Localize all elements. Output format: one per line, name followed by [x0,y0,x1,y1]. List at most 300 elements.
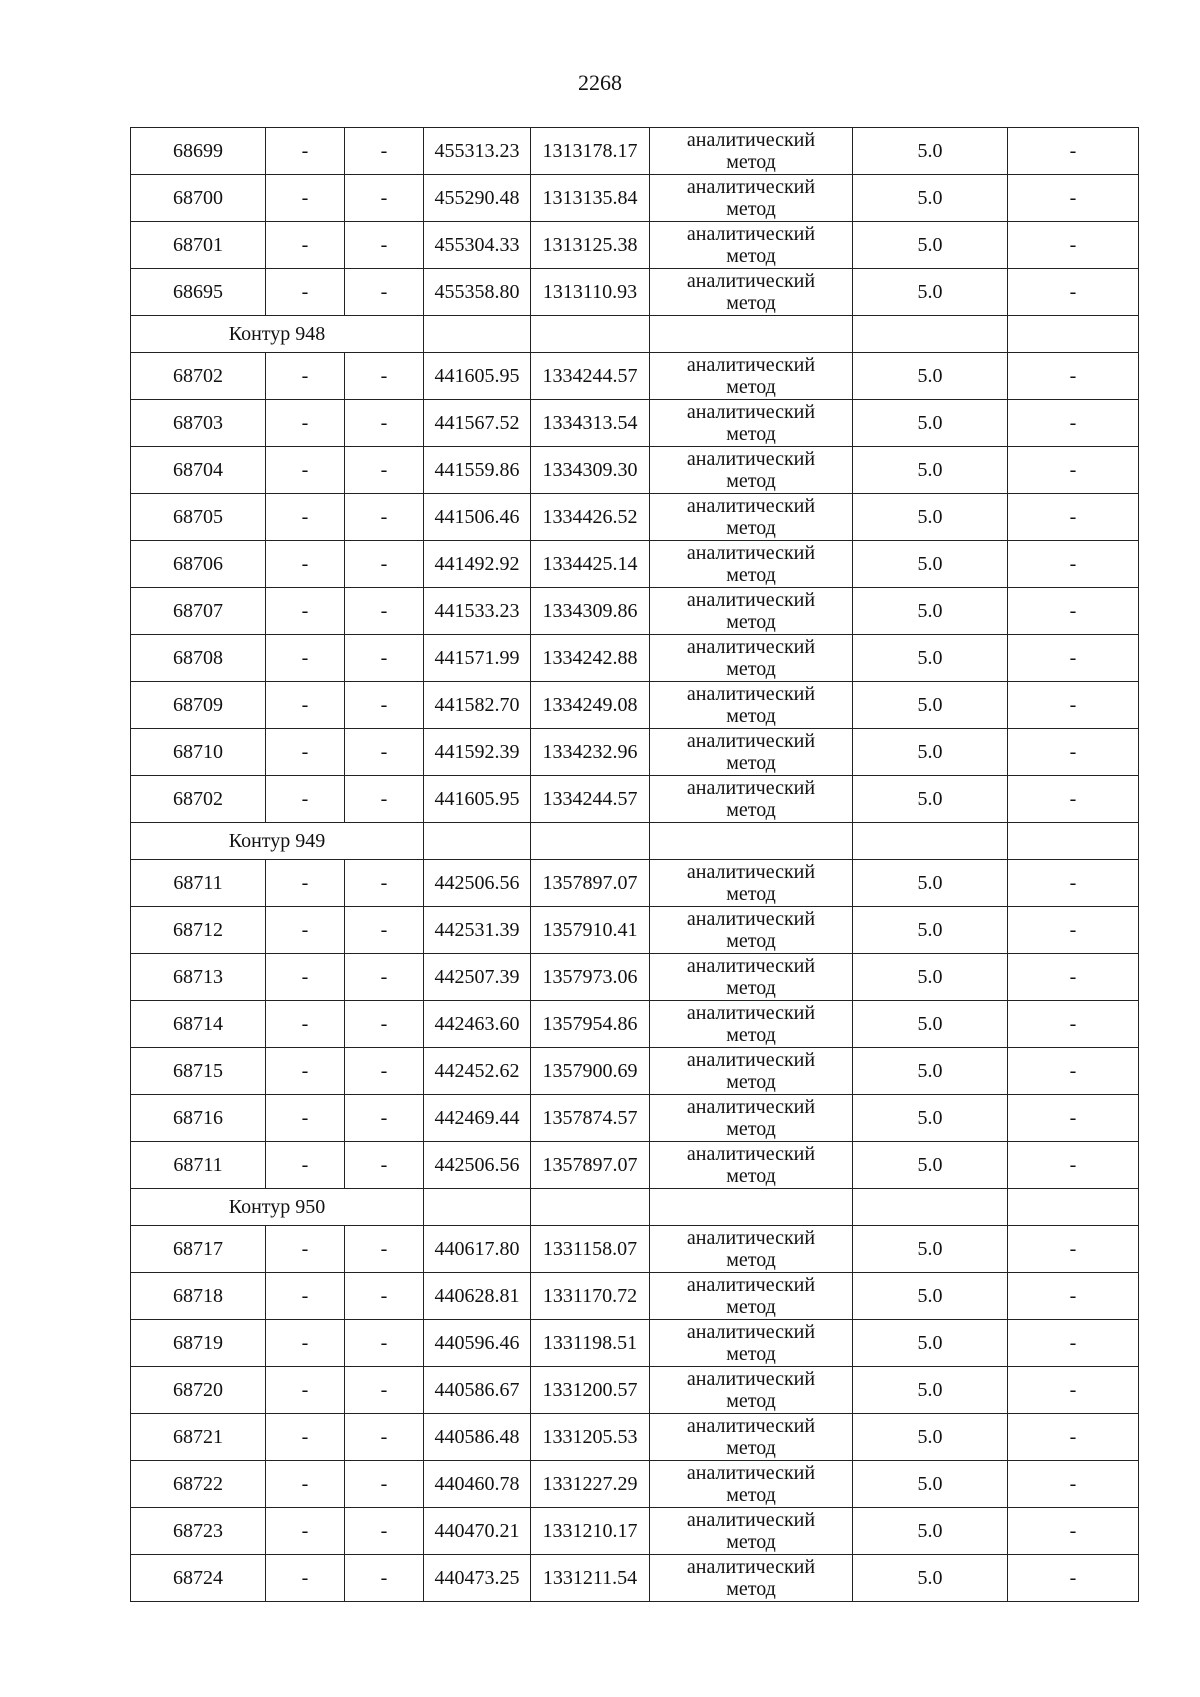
x-coordinate-cell: 440596.46 [424,1320,531,1367]
point-id-cell: 68711 [131,1142,266,1189]
y-coordinate-cell: 1357954.86 [531,1001,650,1048]
dash-cell: - [345,128,424,175]
method-cell [650,1320,853,1367]
dash-cell: - [1008,1273,1139,1320]
method-line-1: аналитический [686,354,816,376]
contour-label: Контур 948 [131,316,424,353]
dash-cell: - [345,1001,424,1048]
empty-cell [531,823,650,860]
y-coordinate-cell: 1334249.08 [531,682,650,729]
method-cell [650,1142,853,1189]
dash-cell: - [345,635,424,682]
dash-cell: - [1008,494,1139,541]
dash-cell: - [266,860,345,907]
y-coordinate-cell: 1313125.38 [531,222,650,269]
dash-cell: - [266,954,345,1001]
dash-cell: - [1008,400,1139,447]
method-line-2: метод [726,1437,776,1459]
point-row [131,860,1139,907]
dash-cell: - [1008,1367,1139,1414]
dash-cell: - [345,541,424,588]
method-line-2: метод [726,1390,776,1412]
y-coordinate-cell: 1331227.29 [531,1461,650,1508]
method-line-1: аналитический [686,1143,816,1165]
method-line-1: аналитический [686,861,816,883]
dash-cell: - [345,269,424,316]
point-id-cell: 68718 [131,1273,266,1320]
accuracy-cell: 5.0 [853,353,1008,400]
method-line-1: аналитический [686,401,816,423]
point-id-cell: 68703 [131,400,266,447]
method-line-2: метод [726,1165,776,1187]
dash-cell: - [266,588,345,635]
dash-cell: - [1008,353,1139,400]
dash-cell: - [266,1001,345,1048]
method-cell [650,494,853,541]
dash-cell: - [345,1414,424,1461]
contour-row [131,823,1139,860]
point-id-cell: 68713 [131,954,266,1001]
point-row [131,1508,1139,1555]
method-line-1: аналитический [686,683,816,705]
accuracy-cell: 5.0 [853,1367,1008,1414]
empty-cell [650,823,853,860]
method-line-2: метод [726,1343,776,1365]
x-coordinate-cell: 441582.70 [424,682,531,729]
dash-cell: - [1008,1414,1139,1461]
y-coordinate-cell: 1334426.52 [531,494,650,541]
page-number: 2268 [578,70,622,95]
point-row [131,729,1139,776]
method-cell [650,353,853,400]
method-line-2: метод [726,1531,776,1553]
dash-cell: - [345,907,424,954]
method-line-1: аналитический [686,176,816,198]
method-cell [650,1226,853,1273]
method-cell [650,907,853,954]
accuracy-cell: 5.0 [853,1001,1008,1048]
empty-cell [1008,1189,1139,1226]
method-line-2: метод [726,292,776,314]
method-line-1: аналитический [686,1368,816,1390]
x-coordinate-cell: 455304.33 [424,222,531,269]
point-id-cell: 68721 [131,1414,266,1461]
contour-row [131,1189,1139,1226]
x-coordinate-cell: 440628.81 [424,1273,531,1320]
dash-cell: - [266,907,345,954]
x-coordinate-cell: 440617.80 [424,1226,531,1273]
point-id-cell: 68702 [131,353,266,400]
accuracy-cell: 5.0 [853,729,1008,776]
coordinates-table [130,127,1139,1602]
dash-cell: - [266,1048,345,1095]
contour-label: Контур 950 [131,1189,424,1226]
method-line-1: аналитический [686,777,816,799]
method-line-1: аналитический [686,1556,816,1578]
dash-cell: - [266,635,345,682]
method-line-1: аналитический [686,1321,816,1343]
point-row [131,1273,1139,1320]
dash-cell: - [345,776,424,823]
x-coordinate-cell: 441567.52 [424,400,531,447]
dash-cell: - [345,1142,424,1189]
dash-cell: - [345,1048,424,1095]
point-row [131,128,1139,175]
point-row [131,682,1139,729]
point-row [131,1142,1139,1189]
point-id-cell: 68722 [131,1461,266,1508]
point-row [131,175,1139,222]
empty-cell [1008,316,1139,353]
point-id-cell: 68719 [131,1320,266,1367]
method-line-1: аналитический [686,542,816,564]
method-cell [650,1367,853,1414]
x-coordinate-cell: 455290.48 [424,175,531,222]
accuracy-cell: 5.0 [853,1508,1008,1555]
method-line-1: аналитический [686,1049,816,1071]
dash-cell: - [1008,635,1139,682]
method-line-1: аналитический [686,129,816,151]
point-id-cell: 68710 [131,729,266,776]
x-coordinate-cell: 442452.62 [424,1048,531,1095]
point-id-cell: 68701 [131,222,266,269]
dash-cell: - [266,1508,345,1555]
dash-cell: - [266,1367,345,1414]
dash-cell: - [1008,1142,1139,1189]
dash-cell: - [345,682,424,729]
accuracy-cell: 5.0 [853,494,1008,541]
point-id-cell: 68715 [131,1048,266,1095]
dash-cell: - [1008,1226,1139,1273]
point-id-cell: 68708 [131,635,266,682]
accuracy-cell: 5.0 [853,954,1008,1001]
dash-cell: - [345,400,424,447]
dash-cell: - [345,1273,424,1320]
dash-cell: - [1008,860,1139,907]
dash-cell: - [1008,729,1139,776]
contour-row [131,316,1139,353]
point-row [131,1048,1139,1095]
x-coordinate-cell: 442469.44 [424,1095,531,1142]
point-row [131,588,1139,635]
dash-cell: - [1008,588,1139,635]
dash-cell: - [345,1367,424,1414]
y-coordinate-cell: 1313135.84 [531,175,650,222]
point-row [131,269,1139,316]
x-coordinate-cell: 442531.39 [424,907,531,954]
dash-cell: - [266,776,345,823]
point-id-cell: 68700 [131,175,266,222]
dash-cell: - [266,447,345,494]
dash-cell: - [266,222,345,269]
method-line-2: метод [726,705,776,727]
point-id-cell: 68707 [131,588,266,635]
point-id-cell: 68705 [131,494,266,541]
x-coordinate-cell: 442506.56 [424,860,531,907]
method-line-2: метод [726,470,776,492]
method-line-1: аналитический [686,908,816,930]
method-line-2: метод [726,1118,776,1140]
dash-cell: - [345,1555,424,1602]
method-line-2: метод [726,517,776,539]
point-row [131,907,1139,954]
x-coordinate-cell: 441605.95 [424,353,531,400]
dash-cell: - [345,588,424,635]
empty-cell [853,823,1008,860]
empty-cell [531,316,650,353]
method-line-2: метод [726,1071,776,1093]
dash-cell: - [266,1095,345,1142]
method-cell [650,175,853,222]
accuracy-cell: 5.0 [853,1273,1008,1320]
dash-cell: - [266,400,345,447]
table-body [131,128,1139,1602]
method-cell [650,682,853,729]
y-coordinate-cell: 1334244.57 [531,776,650,823]
y-coordinate-cell: 1357900.69 [531,1048,650,1095]
dash-cell: - [266,494,345,541]
accuracy-cell: 5.0 [853,222,1008,269]
point-id-cell: 68724 [131,1555,266,1602]
dash-cell: - [1008,682,1139,729]
dash-cell: - [266,1414,345,1461]
method-line-1: аналитический [686,955,816,977]
point-id-cell: 68723 [131,1508,266,1555]
method-cell [650,1095,853,1142]
dash-cell: - [266,269,345,316]
method-cell [650,541,853,588]
method-line-2: метод [726,423,776,445]
point-row [131,776,1139,823]
y-coordinate-cell: 1331170.72 [531,1273,650,1320]
dash-cell: - [1008,447,1139,494]
dash-cell: - [345,1095,424,1142]
method-line-2: метод [726,1296,776,1318]
y-coordinate-cell: 1357874.57 [531,1095,650,1142]
point-id-cell: 68706 [131,541,266,588]
dash-cell: - [1008,541,1139,588]
method-line-2: метод [726,198,776,220]
x-coordinate-cell: 455313.23 [424,128,531,175]
empty-cell [1008,823,1139,860]
method-line-2: метод [726,376,776,398]
dash-cell: - [345,860,424,907]
method-line-1: аналитический [686,1509,816,1531]
dash-cell: - [266,541,345,588]
accuracy-cell: 5.0 [853,1320,1008,1367]
accuracy-cell: 5.0 [853,447,1008,494]
point-id-cell: 68716 [131,1095,266,1142]
point-id-cell: 68695 [131,269,266,316]
accuracy-cell: 5.0 [853,1226,1008,1273]
method-line-1: аналитический [686,636,816,658]
x-coordinate-cell: 440470.21 [424,1508,531,1555]
dash-cell: - [266,1273,345,1320]
method-cell [650,1048,853,1095]
accuracy-cell: 5.0 [853,588,1008,635]
dash-cell: - [345,494,424,541]
x-coordinate-cell: 441559.86 [424,447,531,494]
x-coordinate-cell: 441592.39 [424,729,531,776]
dash-cell: - [266,1226,345,1273]
dash-cell: - [1008,1555,1139,1602]
accuracy-cell: 5.0 [853,682,1008,729]
method-line-1: аналитический [686,1227,816,1249]
point-id-cell: 68699 [131,128,266,175]
method-cell [650,1414,853,1461]
method-cell [650,128,853,175]
method-line-1: аналитический [686,495,816,517]
method-line-1: аналитический [686,1274,816,1296]
x-coordinate-cell: 442463.60 [424,1001,531,1048]
accuracy-cell: 5.0 [853,860,1008,907]
point-row [131,494,1139,541]
point-row [131,1555,1139,1602]
y-coordinate-cell: 1357897.07 [531,1142,650,1189]
point-id-cell: 68709 [131,682,266,729]
accuracy-cell: 5.0 [853,1414,1008,1461]
dash-cell: - [345,1320,424,1367]
point-id-cell: 68720 [131,1367,266,1414]
method-cell [650,954,853,1001]
method-line-2: метод [726,245,776,267]
dash-cell: - [266,175,345,222]
point-row [131,1461,1139,1508]
accuracy-cell: 5.0 [853,128,1008,175]
dash-cell: - [345,1461,424,1508]
point-row [131,1001,1139,1048]
point-row [131,1320,1139,1367]
point-row [131,541,1139,588]
dash-cell: - [1008,175,1139,222]
point-row [131,954,1139,1001]
method-cell [650,588,853,635]
dash-cell: - [1008,1461,1139,1508]
empty-cell [531,1189,650,1226]
method-cell [650,269,853,316]
y-coordinate-cell: 1334244.57 [531,353,650,400]
point-row [131,353,1139,400]
accuracy-cell: 5.0 [853,1142,1008,1189]
method-cell [650,400,853,447]
dash-cell: - [1008,1095,1139,1142]
point-id-cell: 68702 [131,776,266,823]
y-coordinate-cell: 1331210.17 [531,1508,650,1555]
point-row [131,222,1139,269]
accuracy-cell: 5.0 [853,635,1008,682]
method-cell [650,1555,853,1602]
method-line-1: аналитический [686,223,816,245]
dash-cell: - [266,1461,345,1508]
dash-cell: - [266,353,345,400]
y-coordinate-cell: 1357910.41 [531,907,650,954]
method-line-2: метод [726,752,776,774]
y-coordinate-cell: 1334309.30 [531,447,650,494]
dash-cell: - [266,128,345,175]
y-coordinate-cell: 1331211.54 [531,1555,650,1602]
empty-cell [424,316,531,353]
dash-cell: - [345,353,424,400]
y-coordinate-cell: 1313178.17 [531,128,650,175]
method-cell [650,447,853,494]
method-line-2: метод [726,1024,776,1046]
point-row [131,1367,1139,1414]
method-cell [650,729,853,776]
dash-cell: - [266,1142,345,1189]
point-id-cell: 68712 [131,907,266,954]
method-line-2: метод [726,1249,776,1271]
dash-cell: - [266,1320,345,1367]
dash-cell: - [345,954,424,1001]
point-row [131,1414,1139,1461]
y-coordinate-cell: 1331200.57 [531,1367,650,1414]
accuracy-cell: 5.0 [853,776,1008,823]
point-row [131,1095,1139,1142]
accuracy-cell: 5.0 [853,400,1008,447]
method-line-1: аналитический [686,589,816,611]
method-line-2: метод [726,930,776,952]
x-coordinate-cell: 441533.23 [424,588,531,635]
point-id-cell: 68717 [131,1226,266,1273]
method-line-1: аналитический [686,1002,816,1024]
method-cell [650,1001,853,1048]
method-cell [650,222,853,269]
method-line-2: метод [726,151,776,173]
contour-label: Контур 949 [131,823,424,860]
accuracy-cell: 5.0 [853,541,1008,588]
y-coordinate-cell: 1331205.53 [531,1414,650,1461]
method-line-2: метод [726,883,776,905]
accuracy-cell: 5.0 [853,1555,1008,1602]
point-id-cell: 68714 [131,1001,266,1048]
dash-cell: - [345,175,424,222]
accuracy-cell: 5.0 [853,1048,1008,1095]
method-line-2: метод [726,799,776,821]
x-coordinate-cell: 455358.80 [424,269,531,316]
x-coordinate-cell: 440586.67 [424,1367,531,1414]
method-line-1: аналитический [686,1462,816,1484]
x-coordinate-cell: 441506.46 [424,494,531,541]
method-line-2: метод [726,1578,776,1600]
dash-cell: - [1008,776,1139,823]
method-line-1: аналитический [686,448,816,470]
empty-cell [853,316,1008,353]
method-cell [650,776,853,823]
method-line-1: аналитический [686,1096,816,1118]
x-coordinate-cell: 441605.95 [424,776,531,823]
x-coordinate-cell: 442506.56 [424,1142,531,1189]
method-cell [650,860,853,907]
method-line-2: метод [726,611,776,633]
x-coordinate-cell: 441571.99 [424,635,531,682]
method-cell [650,1273,853,1320]
x-coordinate-cell: 442507.39 [424,954,531,1001]
method-line-1: аналитический [686,270,816,292]
x-coordinate-cell: 440460.78 [424,1461,531,1508]
method-cell [650,1461,853,1508]
x-coordinate-cell: 440473.25 [424,1555,531,1602]
accuracy-cell: 5.0 [853,175,1008,222]
method-line-1: аналитический [686,730,816,752]
y-coordinate-cell: 1357897.07 [531,860,650,907]
x-coordinate-cell: 440586.48 [424,1414,531,1461]
dash-cell: - [1008,222,1139,269]
dash-cell: - [345,1226,424,1273]
point-id-cell: 68711 [131,860,266,907]
point-row [131,635,1139,682]
dash-cell: - [345,1508,424,1555]
dash-cell: - [345,729,424,776]
